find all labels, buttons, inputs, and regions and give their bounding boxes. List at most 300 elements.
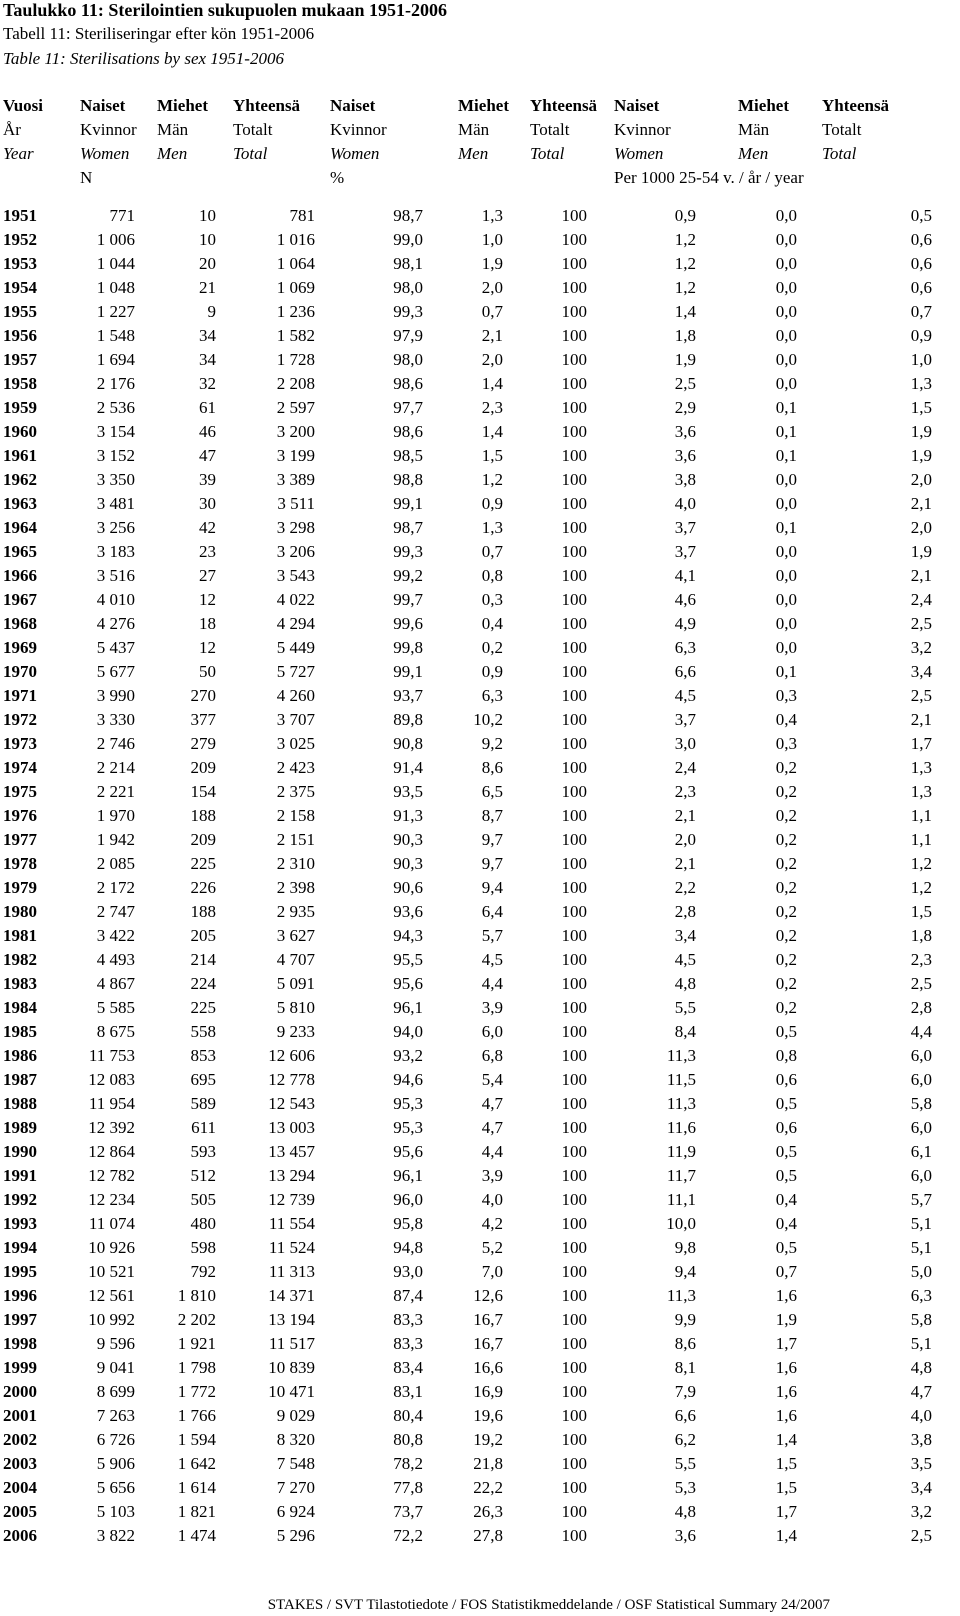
value-cell: 2 935	[276, 902, 315, 921]
value-cell: 214	[190, 950, 216, 969]
value-cell: 100	[561, 542, 587, 561]
value-cell: 1,2	[674, 278, 696, 297]
header-cell: Naiset	[330, 96, 376, 115]
value-cell: 34	[199, 326, 216, 345]
value-cell: 9,2	[481, 734, 503, 753]
value-cell: 12	[199, 638, 216, 657]
header-cell: Total	[530, 144, 565, 163]
table-row	[0, 660, 940, 684]
value-cell: 611	[191, 1118, 216, 1137]
value-cell: 100	[561, 902, 587, 921]
value-cell: 0,2	[775, 974, 797, 993]
table-row	[0, 252, 940, 276]
value-cell: 3,6	[674, 446, 696, 465]
year-cell: 1951	[3, 206, 37, 225]
value-cell: 95,8	[393, 1214, 423, 1233]
value-cell: 1 798	[177, 1358, 216, 1377]
value-cell: 1,9	[910, 422, 932, 441]
value-cell: 3 422	[96, 926, 135, 945]
value-cell: 100	[561, 1166, 587, 1185]
value-cell: 154	[190, 782, 216, 801]
value-cell: 1 766	[177, 1406, 216, 1425]
year-cell: 1978	[3, 854, 37, 873]
year-cell: 1969	[3, 638, 37, 657]
value-cell: 100	[561, 686, 587, 705]
value-cell: 96,1	[393, 998, 423, 1017]
value-cell: 1,8	[674, 326, 696, 345]
year-cell: 1961	[3, 446, 37, 465]
value-cell: 4 493	[96, 950, 135, 969]
header-cell: Yhteensä	[530, 96, 598, 115]
value-cell: 9 233	[276, 1022, 315, 1041]
value-cell: 0,2	[775, 854, 797, 873]
value-cell: 2 172	[96, 878, 135, 897]
value-cell: 1,7	[775, 1502, 797, 1521]
value-cell: 7 548	[276, 1454, 315, 1473]
value-cell: 100	[561, 998, 587, 1017]
value-cell: 2 085	[96, 854, 135, 873]
table-row	[0, 876, 940, 900]
value-cell: 11,5	[666, 1070, 696, 1089]
value-cell: 100	[561, 278, 587, 297]
value-cell: 2,5	[910, 974, 932, 993]
value-cell: 2 214	[96, 758, 135, 777]
value-cell: 27,8	[473, 1526, 503, 1545]
value-cell: 100	[561, 734, 587, 753]
table-row	[0, 468, 940, 492]
value-cell: 98,7	[393, 206, 423, 225]
value-cell: 0,2	[775, 782, 797, 801]
header-cell: Total	[822, 144, 857, 163]
value-cell: 0,9	[674, 206, 696, 225]
value-cell: 4,9	[674, 614, 696, 633]
value-cell: 4,1	[674, 566, 696, 585]
value-cell: 99,1	[393, 494, 423, 513]
year-cell: 1958	[3, 374, 37, 393]
year-cell: 2006	[3, 1526, 37, 1545]
value-cell: 13 457	[268, 1142, 315, 1161]
value-cell: 6,1	[910, 1142, 932, 1161]
value-cell: 11 517	[268, 1334, 315, 1353]
header-cell: Yhteensä	[822, 96, 890, 115]
value-cell: 3,2	[910, 1502, 932, 1521]
table-row	[0, 300, 940, 324]
value-cell: 93,2	[393, 1046, 423, 1065]
unit-label: N	[80, 168, 93, 187]
value-cell: 1,4	[775, 1526, 797, 1545]
value-cell: 4,0	[910, 1406, 932, 1425]
value-cell: 853	[190, 1046, 216, 1065]
value-cell: 0,2	[481, 638, 503, 657]
table-row	[0, 780, 940, 804]
value-cell: 0,0	[775, 638, 797, 657]
value-cell: 5 091	[276, 974, 315, 993]
value-cell: 0,2	[775, 806, 797, 825]
value-cell: 1,2	[674, 230, 696, 249]
value-cell: 0,0	[775, 206, 797, 225]
value-cell: 2,5	[910, 1526, 932, 1545]
value-cell: 1 016	[276, 230, 315, 249]
year-cell: 1953	[3, 254, 37, 273]
year-cell: 1991	[3, 1166, 37, 1185]
value-cell: 100	[561, 254, 587, 273]
value-cell: 9 029	[276, 1406, 315, 1425]
value-cell: 3 627	[276, 926, 315, 945]
value-cell: 7,0	[481, 1262, 503, 1281]
value-cell: 12 561	[88, 1286, 135, 1305]
value-cell: 0,6	[775, 1118, 797, 1137]
value-cell: 5,5	[674, 998, 696, 1017]
value-cell: 100	[561, 950, 587, 969]
value-cell: 6,6	[674, 662, 696, 681]
value-cell: 1 694	[96, 350, 135, 369]
value-cell: 100	[561, 1238, 587, 1257]
header-cell: Men	[458, 144, 489, 163]
value-cell: 512	[190, 1166, 216, 1185]
value-cell: 2,0	[910, 470, 932, 489]
value-cell: 0,7	[481, 542, 503, 561]
value-cell: 1,3	[481, 518, 503, 537]
value-cell: 4,2	[481, 1214, 503, 1233]
table-row	[0, 1044, 940, 1068]
table-row	[0, 1428, 940, 1452]
value-cell: 0,5	[775, 1142, 797, 1161]
value-cell: 10,2	[473, 710, 503, 729]
value-cell: 1,4	[674, 302, 696, 321]
value-cell: 100	[561, 494, 587, 513]
header-cell: Total	[233, 144, 268, 163]
value-cell: 1,3	[910, 374, 932, 393]
table-row	[0, 1404, 940, 1428]
year-cell: 1964	[3, 518, 37, 537]
value-cell: 4 010	[96, 590, 135, 609]
value-cell: 80,4	[393, 1406, 423, 1425]
value-cell: 80,8	[393, 1430, 423, 1449]
value-cell: 77,8	[393, 1478, 423, 1497]
value-cell: 100	[561, 1454, 587, 1473]
value-cell: 100	[561, 926, 587, 945]
value-cell: 6,3	[481, 686, 503, 705]
value-cell: 6,0	[481, 1022, 503, 1041]
value-cell: 0,0	[775, 278, 797, 297]
value-cell: 10	[199, 206, 216, 225]
value-cell: 4,7	[910, 1382, 932, 1401]
value-cell: 87,4	[393, 1286, 423, 1305]
value-cell: 2,9	[674, 398, 696, 417]
value-cell: 12 778	[268, 1070, 315, 1089]
empty-cell	[0, 166, 78, 190]
value-cell: 5,4	[481, 1070, 503, 1089]
year-cell: 1993	[3, 1214, 37, 1233]
value-cell: 3 154	[96, 422, 135, 441]
table-row	[0, 372, 940, 396]
value-cell: 2,1	[674, 806, 696, 825]
value-cell: 1 614	[177, 1478, 216, 1497]
value-cell: 100	[561, 1478, 587, 1497]
value-cell: 11 554	[268, 1214, 315, 1233]
header-cell: Year	[3, 144, 34, 163]
value-cell: 558	[190, 1022, 216, 1041]
value-cell: 10 839	[268, 1358, 315, 1377]
value-cell: 5,7	[481, 926, 503, 945]
value-cell: 3 990	[96, 686, 135, 705]
table-row	[0, 684, 940, 708]
value-cell: 1,5	[775, 1478, 797, 1497]
value-cell: 5,2	[481, 1238, 503, 1257]
value-cell: 4 867	[96, 974, 135, 993]
value-cell: 100	[561, 1286, 587, 1305]
year-cell: 2000	[3, 1382, 37, 1401]
value-cell: 100	[561, 446, 587, 465]
value-cell: 6,0	[910, 1070, 932, 1089]
value-cell: 11 074	[88, 1214, 135, 1233]
value-cell: 9 041	[96, 1358, 135, 1377]
header-cell: Yhteensä	[233, 96, 301, 115]
value-cell: 3,4	[910, 662, 932, 681]
year-cell: 2004	[3, 1478, 37, 1497]
value-cell: 1,5	[481, 446, 503, 465]
value-cell: 1,7	[910, 734, 932, 753]
table-row	[0, 612, 940, 636]
value-cell: 0,5	[775, 1238, 797, 1257]
year-cell: 1995	[3, 1262, 37, 1281]
title-english: Table 11: Sterilisations by sex 1951-2006	[3, 49, 284, 68]
value-cell: 5,0	[910, 1262, 932, 1281]
year-cell: 1962	[3, 470, 37, 489]
value-cell: 11 313	[268, 1262, 315, 1281]
value-cell: 3 350	[96, 470, 135, 489]
value-cell: 226	[190, 878, 216, 897]
value-cell: 100	[561, 638, 587, 657]
value-cell: 100	[561, 758, 587, 777]
table-row	[0, 756, 940, 780]
value-cell: 1 594	[177, 1430, 216, 1449]
value-cell: 100	[561, 326, 587, 345]
value-cell: 0,2	[775, 950, 797, 969]
value-cell: 3,4	[910, 1478, 932, 1497]
value-cell: 99,3	[393, 542, 423, 561]
value-cell: 0,3	[775, 686, 797, 705]
value-cell: 23	[199, 542, 216, 561]
value-cell: 1,3	[481, 206, 503, 225]
value-cell: 5 727	[276, 662, 315, 681]
value-cell: 100	[561, 230, 587, 249]
value-cell: 13 194	[268, 1310, 315, 1329]
value-cell: 1 064	[276, 254, 315, 273]
value-cell: 42	[199, 518, 216, 537]
header-cell: Män	[157, 120, 189, 139]
table-row	[0, 1188, 940, 1212]
year-cell: 1959	[3, 398, 37, 417]
value-cell: 78,2	[393, 1454, 423, 1473]
value-cell: 0,3	[775, 734, 797, 753]
value-cell: 100	[561, 1334, 587, 1353]
value-cell: 83,3	[393, 1334, 423, 1353]
table-row	[0, 828, 940, 852]
value-cell: 3 543	[276, 566, 315, 585]
value-cell: 2 176	[96, 374, 135, 393]
value-cell: 73,7	[393, 1502, 423, 1521]
value-cell: 2 158	[276, 806, 315, 825]
table-row	[0, 1476, 940, 1500]
table-row	[0, 900, 940, 924]
value-cell: 0,2	[775, 878, 797, 897]
header-cell: Women	[614, 144, 664, 163]
value-cell: 4 707	[276, 950, 315, 969]
value-cell: 7,9	[674, 1382, 696, 1401]
year-cell: 1973	[3, 734, 37, 753]
title-finnish: Taulukko 11: Sterilointien sukupuolen mukaan 1951-2006	[3, 0, 447, 20]
value-cell: 2 746	[96, 734, 135, 753]
value-cell: 100	[561, 470, 587, 489]
value-cell: 6,2	[674, 1430, 696, 1449]
value-cell: 93,0	[393, 1262, 423, 1281]
value-cell: 0,2	[775, 926, 797, 945]
value-cell: 0,5	[775, 1094, 797, 1113]
year-cell: 1974	[3, 758, 37, 777]
year-cell: 1996	[3, 1286, 37, 1305]
value-cell: 90,3	[393, 830, 423, 849]
value-cell: 9,8	[674, 1238, 696, 1257]
table-row	[0, 804, 940, 828]
table-body	[0, 94, 940, 1548]
table-row	[0, 1308, 940, 1332]
value-cell: 1 236	[276, 302, 315, 321]
value-cell: 100	[561, 1214, 587, 1233]
value-cell: 100	[561, 1142, 587, 1161]
table-row	[0, 708, 940, 732]
value-cell: 1,9	[910, 446, 932, 465]
value-cell: 2,0	[910, 518, 932, 537]
value-cell: 14 371	[268, 1286, 315, 1305]
value-cell: 0,1	[775, 518, 797, 537]
value-cell: 8 699	[96, 1382, 135, 1401]
value-cell: 0,5	[775, 1166, 797, 1185]
table-row	[0, 228, 940, 252]
value-cell: 0,8	[481, 566, 503, 585]
value-cell: 7 270	[276, 1478, 315, 1497]
value-cell: 5 296	[276, 1526, 315, 1545]
table-row	[0, 636, 940, 660]
value-cell: 5 449	[276, 638, 315, 657]
year-cell: 1955	[3, 302, 37, 321]
value-cell: 2 423	[276, 758, 315, 777]
value-cell: 188	[190, 902, 216, 921]
value-cell: 4,8	[674, 1502, 696, 1521]
value-cell: 205	[190, 926, 216, 945]
value-cell: 10	[199, 230, 216, 249]
value-cell: 83,3	[393, 1310, 423, 1329]
value-cell: 96,1	[393, 1166, 423, 1185]
header-row-en	[0, 142, 940, 166]
value-cell: 91,3	[393, 806, 423, 825]
header-spacer	[0, 190, 940, 204]
year-cell: 1985	[3, 1022, 37, 1041]
value-cell: 0,7	[481, 302, 503, 321]
value-cell: 2,1	[910, 566, 932, 585]
value-cell: 1,2	[674, 254, 696, 273]
value-cell: 1,9	[910, 542, 932, 561]
value-cell: 11,7	[666, 1166, 696, 1185]
value-cell: 3,2	[910, 638, 932, 657]
footer-source: STAKES / SVT Tilastotiedote / FOS Statistikmeddelande / OSF Statistical Summary 24/2007	[267, 1597, 830, 1613]
value-cell: 98,7	[393, 518, 423, 537]
value-cell: 5 677	[96, 662, 135, 681]
value-cell: 93,6	[393, 902, 423, 921]
value-cell: 3 256	[96, 518, 135, 537]
value-cell: 8,1	[674, 1358, 696, 1377]
value-cell: 11,3	[666, 1094, 696, 1113]
value-cell: 50	[199, 662, 216, 681]
value-cell: 480	[190, 1214, 216, 1233]
value-cell: 3 183	[96, 542, 135, 561]
value-cell: 1,9	[481, 254, 503, 273]
header-cell: Män	[458, 120, 490, 139]
value-cell: 505	[190, 1190, 216, 1209]
value-cell: 46	[199, 422, 216, 441]
value-cell: 377	[190, 710, 216, 729]
value-cell: 95,3	[393, 1094, 423, 1113]
header-row-units	[0, 166, 940, 190]
header-cell: Naiset	[614, 96, 660, 115]
header-row-fi	[0, 94, 940, 118]
header-row-sv	[0, 118, 940, 142]
value-cell: 8 320	[276, 1430, 315, 1449]
year-cell: 1976	[3, 806, 37, 825]
value-cell: 12 606	[268, 1046, 315, 1065]
value-cell: 13 003	[268, 1118, 315, 1137]
value-cell: 1 474	[177, 1526, 216, 1545]
value-cell: 99,2	[393, 566, 423, 585]
value-cell: 91,4	[393, 758, 423, 777]
value-cell: 100	[561, 422, 587, 441]
value-cell: 4,8	[674, 974, 696, 993]
value-cell: 4 294	[276, 614, 315, 633]
year-cell: 1982	[3, 950, 37, 969]
value-cell: 11 524	[268, 1238, 315, 1257]
value-cell: 100	[561, 1502, 587, 1521]
value-cell: 0,0	[775, 230, 797, 249]
value-cell: 10 926	[88, 1238, 135, 1257]
value-cell: 93,7	[393, 686, 423, 705]
value-cell: 98,5	[393, 446, 423, 465]
value-cell: 3 298	[276, 518, 315, 537]
value-cell: 12 392	[88, 1118, 135, 1137]
year-cell: 1981	[3, 926, 37, 945]
value-cell: 10 471	[268, 1382, 315, 1401]
value-cell: 94,3	[393, 926, 423, 945]
value-cell: 95,5	[393, 950, 423, 969]
value-cell: 16,7	[473, 1334, 503, 1353]
year-cell: 1998	[3, 1334, 37, 1353]
value-cell: 0,1	[775, 398, 797, 417]
value-cell: 21	[199, 278, 216, 297]
value-cell: 5 906	[96, 1454, 135, 1473]
table-row	[0, 1236, 940, 1260]
value-cell: 1,1	[910, 806, 932, 825]
value-cell: 5 810	[276, 998, 315, 1017]
value-cell: 100	[561, 1406, 587, 1425]
value-cell: 1,6	[775, 1406, 797, 1425]
value-cell: 32	[199, 374, 216, 393]
value-cell: 100	[561, 1310, 587, 1329]
table-row	[0, 348, 940, 372]
value-cell: 100	[561, 302, 587, 321]
value-cell: 0,0	[775, 590, 797, 609]
value-cell: 3 481	[96, 494, 135, 513]
value-cell: 98,6	[393, 374, 423, 393]
table-row	[0, 1356, 940, 1380]
